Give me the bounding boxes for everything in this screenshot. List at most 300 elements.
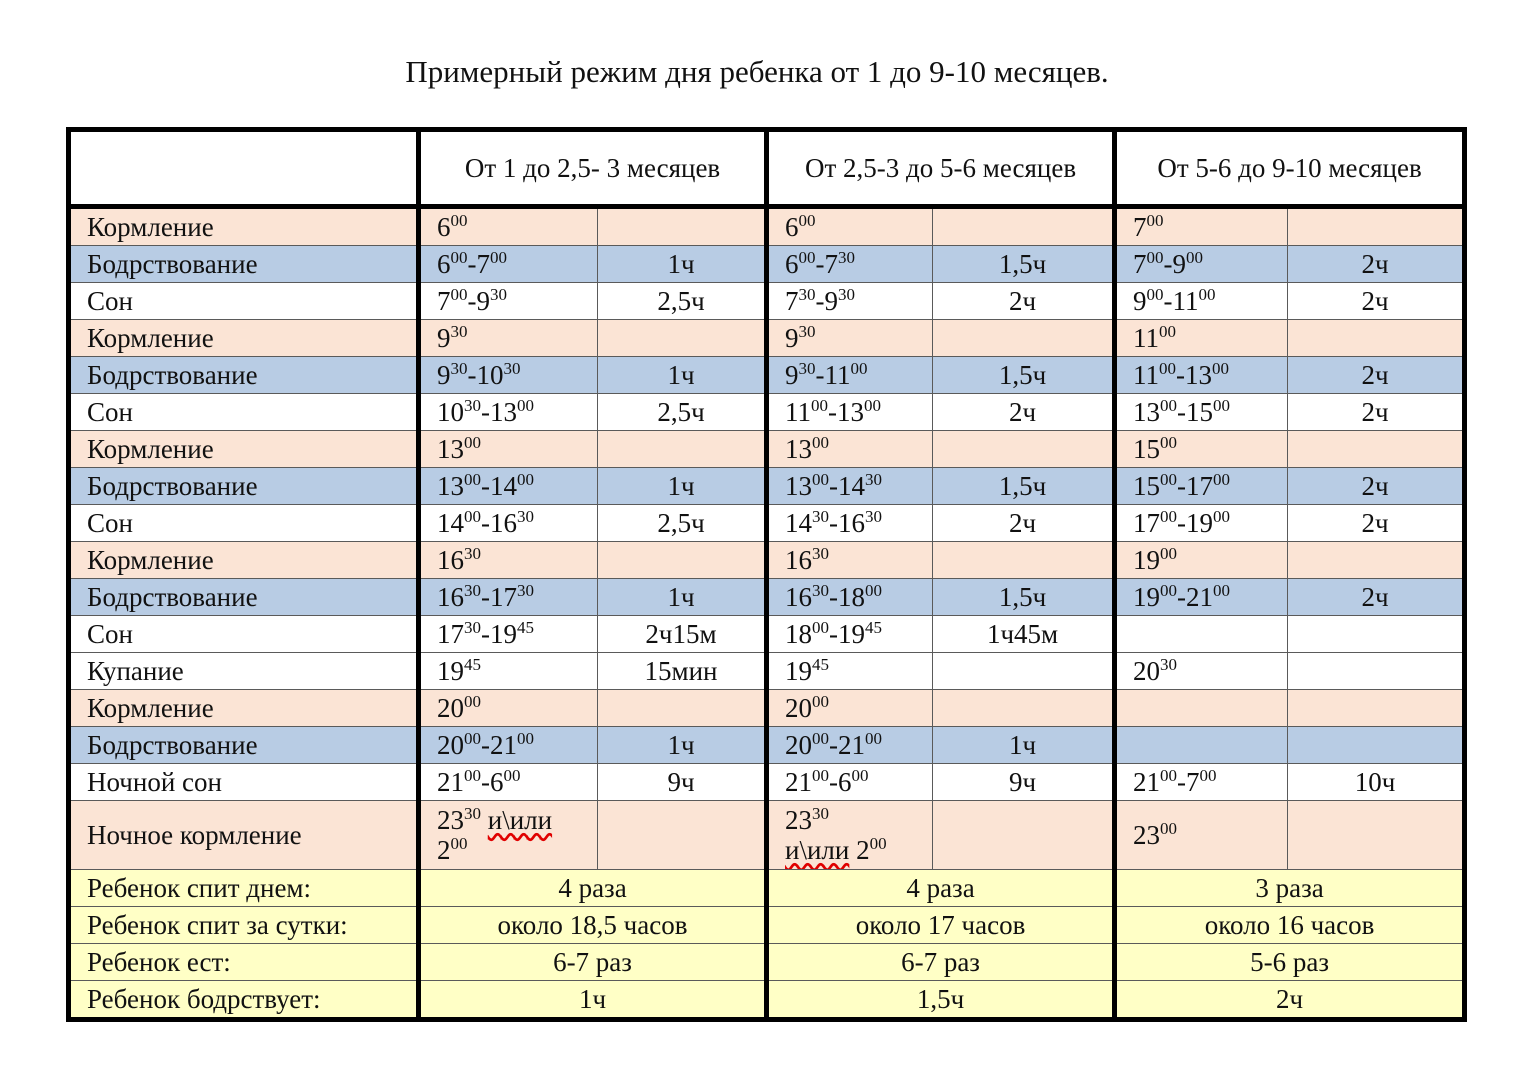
duration-cell: 2ч xyxy=(1288,394,1465,431)
time-cell xyxy=(1115,801,1288,870)
summary-row xyxy=(69,944,1465,981)
time-cell xyxy=(419,357,598,394)
time-minutes: 00 xyxy=(1146,248,1164,267)
time-hour: 11 xyxy=(785,397,812,427)
time-minutes: 45 xyxy=(517,618,534,637)
time-range-dash: - xyxy=(829,508,839,538)
time-hour: 16 xyxy=(785,582,813,612)
time-hour: 7 xyxy=(1186,767,1200,797)
schedule-row xyxy=(69,579,1465,616)
time-cell xyxy=(419,579,598,616)
time-cell xyxy=(1115,653,1288,690)
summary-row xyxy=(69,981,1465,1020)
time-hour: 11 xyxy=(1133,360,1160,390)
summary-value: 6-7 раз xyxy=(767,944,1115,981)
time-hour: 11 xyxy=(1172,286,1199,316)
time-minutes: 00 xyxy=(464,507,481,526)
time-range-dash: - xyxy=(481,619,490,649)
time-minutes: 30 xyxy=(450,322,468,341)
time-range-dash: - xyxy=(481,508,490,538)
time-minutes: 00 xyxy=(450,248,468,267)
time-cell xyxy=(419,505,598,542)
time-hour: 2 xyxy=(437,835,451,865)
time-range-dash: - xyxy=(1177,508,1187,538)
time-range-dash: - xyxy=(829,582,839,612)
summary-value: 6-7 раз xyxy=(419,944,767,981)
time-hour: 7 xyxy=(785,286,799,316)
duration-cell xyxy=(933,320,1115,357)
time-minutes: 00 xyxy=(464,470,481,489)
duration-cell xyxy=(598,690,767,727)
time-minutes: 30 xyxy=(838,285,856,304)
duration-cell: 1ч xyxy=(598,246,767,283)
time-hour: 7 xyxy=(824,249,839,279)
time-minutes: 00 xyxy=(1199,766,1217,785)
time-range-dash: - xyxy=(1177,397,1187,427)
time-minutes: 30 xyxy=(464,396,481,415)
time-hour: 23 xyxy=(785,805,813,835)
time-cell xyxy=(1115,283,1288,320)
time-minutes: 30 xyxy=(798,359,816,378)
time-hour: 9 xyxy=(476,286,490,316)
alternative-conjunction: и\или xyxy=(487,805,553,835)
time-cell xyxy=(767,394,933,431)
time-minutes: 00 xyxy=(811,396,829,415)
time-cell xyxy=(767,207,933,246)
duration-cell xyxy=(933,690,1115,727)
duration-cell xyxy=(1288,320,1465,357)
time-hour: 19 xyxy=(437,656,464,686)
schedule-row xyxy=(69,764,1465,801)
schedule-row xyxy=(69,653,1465,690)
duration-cell: 2,5ч xyxy=(598,394,767,431)
duration-cell: 1,5ч xyxy=(933,579,1115,616)
duration-cell: 2ч xyxy=(1288,579,1465,616)
time-cell xyxy=(1115,764,1288,801)
duration-cell: 2,5ч xyxy=(598,283,767,320)
time-cell xyxy=(419,616,598,653)
time-cell xyxy=(419,207,598,246)
time-hour: 19 xyxy=(1186,508,1214,538)
duration-cell: 1,5ч xyxy=(933,246,1115,283)
summary-value: около 18,5 часов xyxy=(419,907,767,944)
duration-cell: 1ч xyxy=(933,727,1115,764)
time-cell xyxy=(419,394,598,431)
time-hour: 21 xyxy=(838,730,866,760)
time-minutes: 30 xyxy=(464,618,481,637)
time-range-dash: - xyxy=(1177,471,1187,501)
time-cell xyxy=(1115,468,1288,505)
summary-value: 4 раза xyxy=(419,870,767,907)
time-hour: 7 xyxy=(1133,212,1147,242)
schedule-row xyxy=(69,207,1465,246)
summary-value: 1,5ч xyxy=(767,981,1115,1020)
schedule-row xyxy=(69,357,1465,394)
time-minutes: 30 xyxy=(490,285,507,304)
duration-cell: 2ч xyxy=(1288,505,1465,542)
duration-cell: 1ч xyxy=(598,727,767,764)
time-cell xyxy=(419,283,598,320)
schedule-row xyxy=(69,801,1465,870)
time-hour: 21 xyxy=(1186,582,1214,612)
duration-cell xyxy=(1288,431,1465,468)
duration-cell: 1ч xyxy=(598,579,767,616)
time-minutes: 00 xyxy=(812,470,830,489)
time-minutes: 30 xyxy=(838,248,856,267)
summary-label: Ребенок бодрствует: xyxy=(69,981,419,1020)
time-minutes: 00 xyxy=(1213,470,1231,489)
time-cell xyxy=(767,505,933,542)
duration-cell: 2ч xyxy=(1288,357,1465,394)
time-minutes: 00 xyxy=(1159,359,1177,378)
time-range-dash: - xyxy=(829,730,839,760)
time-minutes: 00 xyxy=(1146,211,1164,230)
time-cell xyxy=(767,579,933,616)
time-minutes: 00 xyxy=(1198,285,1216,304)
time-cell xyxy=(419,246,598,283)
time-hour: 19 xyxy=(490,619,517,649)
time-hour: 11 xyxy=(824,360,851,390)
time-minutes: 00 xyxy=(464,692,481,711)
time-minutes: 00 xyxy=(450,285,468,304)
activity-label: Бодрствование xyxy=(69,579,419,616)
time-minutes: 30 xyxy=(812,581,830,600)
time-minutes: 30 xyxy=(517,581,534,600)
header-age-3: От 5-6 до 9-10 месяцев xyxy=(1115,130,1465,207)
time-minutes: 30 xyxy=(812,507,830,526)
activity-label: Кормление xyxy=(69,320,419,357)
time-cell xyxy=(419,468,598,505)
time-minutes: 00 xyxy=(464,433,481,452)
summary-label: Ребенок ест: xyxy=(69,944,419,981)
summary-row xyxy=(69,907,1465,944)
time-range-dash: - xyxy=(481,582,490,612)
time-hour: 18 xyxy=(785,619,813,649)
time-hour: 16 xyxy=(437,545,464,575)
duration-cell xyxy=(598,320,767,357)
activity-label: Бодрствование xyxy=(69,727,419,764)
time-minutes: 00 xyxy=(1160,470,1178,489)
activity-label: Кормление xyxy=(69,431,419,468)
summary-value: около 17 часов xyxy=(767,907,1115,944)
schedule-row xyxy=(69,616,1465,653)
time-minutes: 00 xyxy=(1213,396,1231,415)
time-minutes: 30 xyxy=(865,470,883,489)
time-cell xyxy=(767,801,933,870)
duration-cell: 1,5ч xyxy=(933,468,1115,505)
time-hour: 20 xyxy=(785,730,813,760)
time-cell xyxy=(419,653,598,690)
duration-cell: 1ч45м xyxy=(933,616,1115,653)
time-cell xyxy=(1115,357,1288,394)
time-minutes: 00 xyxy=(517,470,534,489)
time-minutes: 00 xyxy=(517,396,534,415)
time-minutes: 00 xyxy=(1159,322,1177,341)
time-minutes: 00 xyxy=(865,729,883,748)
alternative-conjunction: и\или xyxy=(785,835,850,865)
time-hour: 19 xyxy=(1133,545,1161,575)
duration-cell xyxy=(598,431,767,468)
time-minutes: 30 xyxy=(812,804,830,823)
duration-cell xyxy=(1288,727,1465,764)
duration-cell: 2ч15м xyxy=(598,616,767,653)
time-hour: 20 xyxy=(785,693,813,723)
time-minutes: 00 xyxy=(1160,581,1178,600)
time-hour: 20 xyxy=(437,730,464,760)
time-range-dash: - xyxy=(1177,582,1187,612)
duration-cell xyxy=(1288,801,1465,870)
time-cell xyxy=(767,283,933,320)
time-hour: 15 xyxy=(1133,434,1161,464)
time-hour: 13 xyxy=(837,397,865,427)
time-range-dash: - xyxy=(815,286,825,316)
duration-cell: 15мин xyxy=(598,653,767,690)
duration-cell xyxy=(933,801,1115,870)
time-hour: 21 xyxy=(1133,767,1161,797)
time-hour: 14 xyxy=(838,471,866,501)
duration-cell: 2ч xyxy=(933,505,1115,542)
activity-label: Кормление xyxy=(69,207,419,246)
time-minutes: 00 xyxy=(464,766,481,785)
time-hour: 16 xyxy=(785,545,813,575)
time-minutes: 00 xyxy=(798,211,816,230)
time-range-dash: - xyxy=(467,286,477,316)
time-hour: 23 xyxy=(1133,820,1161,850)
schedule-table xyxy=(66,127,1467,1022)
time-cell xyxy=(767,542,933,579)
time-minutes: 00 xyxy=(1186,248,1204,267)
time-cell xyxy=(419,801,598,870)
time-hour: 6 xyxy=(437,212,451,242)
time-minutes: 00 xyxy=(1213,581,1231,600)
schedule-row xyxy=(69,431,1465,468)
time-range-dash: - xyxy=(1163,249,1173,279)
time-hour: 13 xyxy=(785,471,813,501)
duration-cell xyxy=(598,207,767,246)
time-range-dash: - xyxy=(828,397,838,427)
duration-cell: 1ч xyxy=(598,468,767,505)
time-minutes: 00 xyxy=(1160,507,1178,526)
schedule-row xyxy=(69,394,1465,431)
time-minutes: 00 xyxy=(1160,396,1178,415)
time-hour: 19 xyxy=(1133,582,1161,612)
time-minutes: 30 xyxy=(812,544,830,563)
duration-cell: 1ч xyxy=(598,357,767,394)
time-minutes: 30 xyxy=(865,507,883,526)
duration-cell: 1,5ч xyxy=(933,357,1115,394)
time-hour: 20 xyxy=(1133,656,1161,686)
time-minutes: 00 xyxy=(865,581,883,600)
summary-value: 3 раза xyxy=(1115,870,1465,907)
schedule-row xyxy=(69,246,1465,283)
schedule-row xyxy=(69,468,1465,505)
activity-label: Бодрствование xyxy=(69,246,419,283)
time-hour: 6 xyxy=(785,212,799,242)
time-hour: 13 xyxy=(437,434,464,464)
time-cell xyxy=(1115,542,1288,579)
time-range-dash: - xyxy=(1176,360,1186,390)
time-range-dash: - xyxy=(481,471,490,501)
time-hour: 13 xyxy=(785,434,813,464)
time-cell xyxy=(1115,727,1288,764)
time-minutes: 00 xyxy=(490,248,507,267)
header-age-2: От 2,5-3 до 5-6 месяцев xyxy=(767,130,1115,207)
time-minutes: 00 xyxy=(450,211,468,230)
time-range-dash: - xyxy=(467,249,477,279)
time-hour: 13 xyxy=(437,471,464,501)
time-cell xyxy=(1115,246,1288,283)
duration-cell xyxy=(1288,690,1465,727)
time-minutes: 30 xyxy=(503,359,521,378)
time-minutes: 00 xyxy=(812,433,830,452)
time-hour: 13 xyxy=(490,397,517,427)
time-hour: 14 xyxy=(437,508,464,538)
time-hour: 21 xyxy=(490,730,517,760)
header-age-1: От 1 до 2,5- 3 месяцев xyxy=(419,130,767,207)
schedule-row xyxy=(69,283,1465,320)
time-range-dash: - xyxy=(829,767,839,797)
activity-label: Ночной сон xyxy=(69,764,419,801)
time-minutes: 30 xyxy=(464,804,481,823)
time-cell xyxy=(419,764,598,801)
activity-label: Купание xyxy=(69,653,419,690)
time-hour: 6 xyxy=(437,249,451,279)
time-cell xyxy=(419,431,598,468)
time-cell xyxy=(767,246,933,283)
time-minutes: 00 xyxy=(798,248,816,267)
time-minutes: 30 xyxy=(450,359,468,378)
time-range-dash: - xyxy=(815,360,825,390)
schedule-row xyxy=(69,727,1465,764)
time-range-dash: - xyxy=(481,397,490,427)
time-minutes: 00 xyxy=(869,834,887,853)
time-cell xyxy=(767,616,933,653)
time-cell xyxy=(419,542,598,579)
time-hour: 16 xyxy=(490,508,517,538)
time-hour: 17 xyxy=(1186,471,1214,501)
summary-label: Ребенок спит днем: xyxy=(69,870,419,907)
time-hour: 16 xyxy=(838,508,866,538)
time-hour: 6 xyxy=(838,767,852,797)
duration-cell: 10ч xyxy=(1288,764,1465,801)
time-hour: 17 xyxy=(490,582,517,612)
time-hour: 9 xyxy=(785,323,799,353)
time-hour: 9 xyxy=(437,360,451,390)
duration-cell xyxy=(1288,207,1465,246)
duration-cell: 2ч xyxy=(933,394,1115,431)
activity-label: Бодрствование xyxy=(69,468,419,505)
duration-cell: 2ч xyxy=(1288,468,1465,505)
time-minutes: 45 xyxy=(865,618,883,637)
time-hour: 9 xyxy=(1172,249,1187,279)
time-minutes: 00 xyxy=(812,692,830,711)
time-minutes: 00 xyxy=(864,396,882,415)
time-minutes: 00 xyxy=(1146,285,1164,304)
summary-value: 2ч xyxy=(1115,981,1465,1020)
time-hour: 10 xyxy=(476,360,504,390)
time-hour: 21 xyxy=(437,767,464,797)
duration-cell: 2ч xyxy=(1288,283,1465,320)
time-hour: 7 xyxy=(1133,249,1147,279)
time-cell xyxy=(767,727,933,764)
time-cell xyxy=(1115,207,1288,246)
schedule-body xyxy=(69,130,1465,1020)
time-hour: 14 xyxy=(490,471,517,501)
activity-label: Сон xyxy=(69,505,419,542)
time-hour: 10 xyxy=(437,397,464,427)
time-minutes: 45 xyxy=(812,655,830,674)
summary-label: Ребенок спит за сутки: xyxy=(69,907,419,944)
time-hour: 7 xyxy=(476,249,490,279)
duration-cell xyxy=(1288,616,1465,653)
time-minutes: 00 xyxy=(812,766,830,785)
activity-label: Ночное кормление xyxy=(69,801,419,870)
time-hour: 17 xyxy=(1133,508,1161,538)
time-hour: 6 xyxy=(490,767,504,797)
time-cell xyxy=(1115,320,1288,357)
time-minutes: 00 xyxy=(503,766,521,785)
time-minutes: 00 xyxy=(1160,819,1178,838)
time-cell xyxy=(767,468,933,505)
duration-cell xyxy=(598,542,767,579)
time-minutes: 00 xyxy=(812,729,830,748)
time-hour: 13 xyxy=(1133,397,1161,427)
time-cell xyxy=(1115,505,1288,542)
time-minutes: 30 xyxy=(464,581,481,600)
duration-cell: 9ч xyxy=(598,764,767,801)
time-range-dash: - xyxy=(815,249,825,279)
time-cell xyxy=(767,653,933,690)
time-hour: 14 xyxy=(785,508,813,538)
time-hour: 9 xyxy=(785,360,799,390)
summary-row xyxy=(69,870,1465,907)
activity-label: Сон xyxy=(69,283,419,320)
header-row xyxy=(69,130,1465,207)
duration-cell: 9ч xyxy=(933,764,1115,801)
time-minutes: 00 xyxy=(1213,507,1231,526)
activity-label: Кормление xyxy=(69,690,419,727)
duration-cell xyxy=(933,653,1115,690)
duration-cell xyxy=(933,542,1115,579)
time-hour: 20 xyxy=(437,693,464,723)
time-range-dash: - xyxy=(829,619,839,649)
time-cell xyxy=(1115,579,1288,616)
duration-cell: 2ч xyxy=(1288,246,1465,283)
time-cell xyxy=(767,431,933,468)
time-minutes: 00 xyxy=(1212,359,1230,378)
schedule-row xyxy=(69,690,1465,727)
duration-cell xyxy=(933,207,1115,246)
activity-label: Бодрствование xyxy=(69,357,419,394)
time-hour: 15 xyxy=(1186,397,1214,427)
time-minutes: 00 xyxy=(850,359,868,378)
header-corner-cell xyxy=(69,130,419,207)
activity-label: Сон xyxy=(69,394,419,431)
time-minutes: 30 xyxy=(798,285,816,304)
time-hour: 23 xyxy=(437,805,464,835)
time-minutes: 00 xyxy=(517,729,534,748)
duration-cell xyxy=(1288,653,1465,690)
time-cell xyxy=(419,727,598,764)
time-minutes: 00 xyxy=(1160,544,1178,563)
time-minutes: 45 xyxy=(464,655,481,674)
time-hour: 19 xyxy=(838,619,866,649)
time-minutes: 00 xyxy=(1160,433,1178,452)
time-range-dash: - xyxy=(481,767,490,797)
time-hour: 6 xyxy=(785,249,799,279)
time-hour: 15 xyxy=(1133,471,1161,501)
duration-cell xyxy=(1288,542,1465,579)
